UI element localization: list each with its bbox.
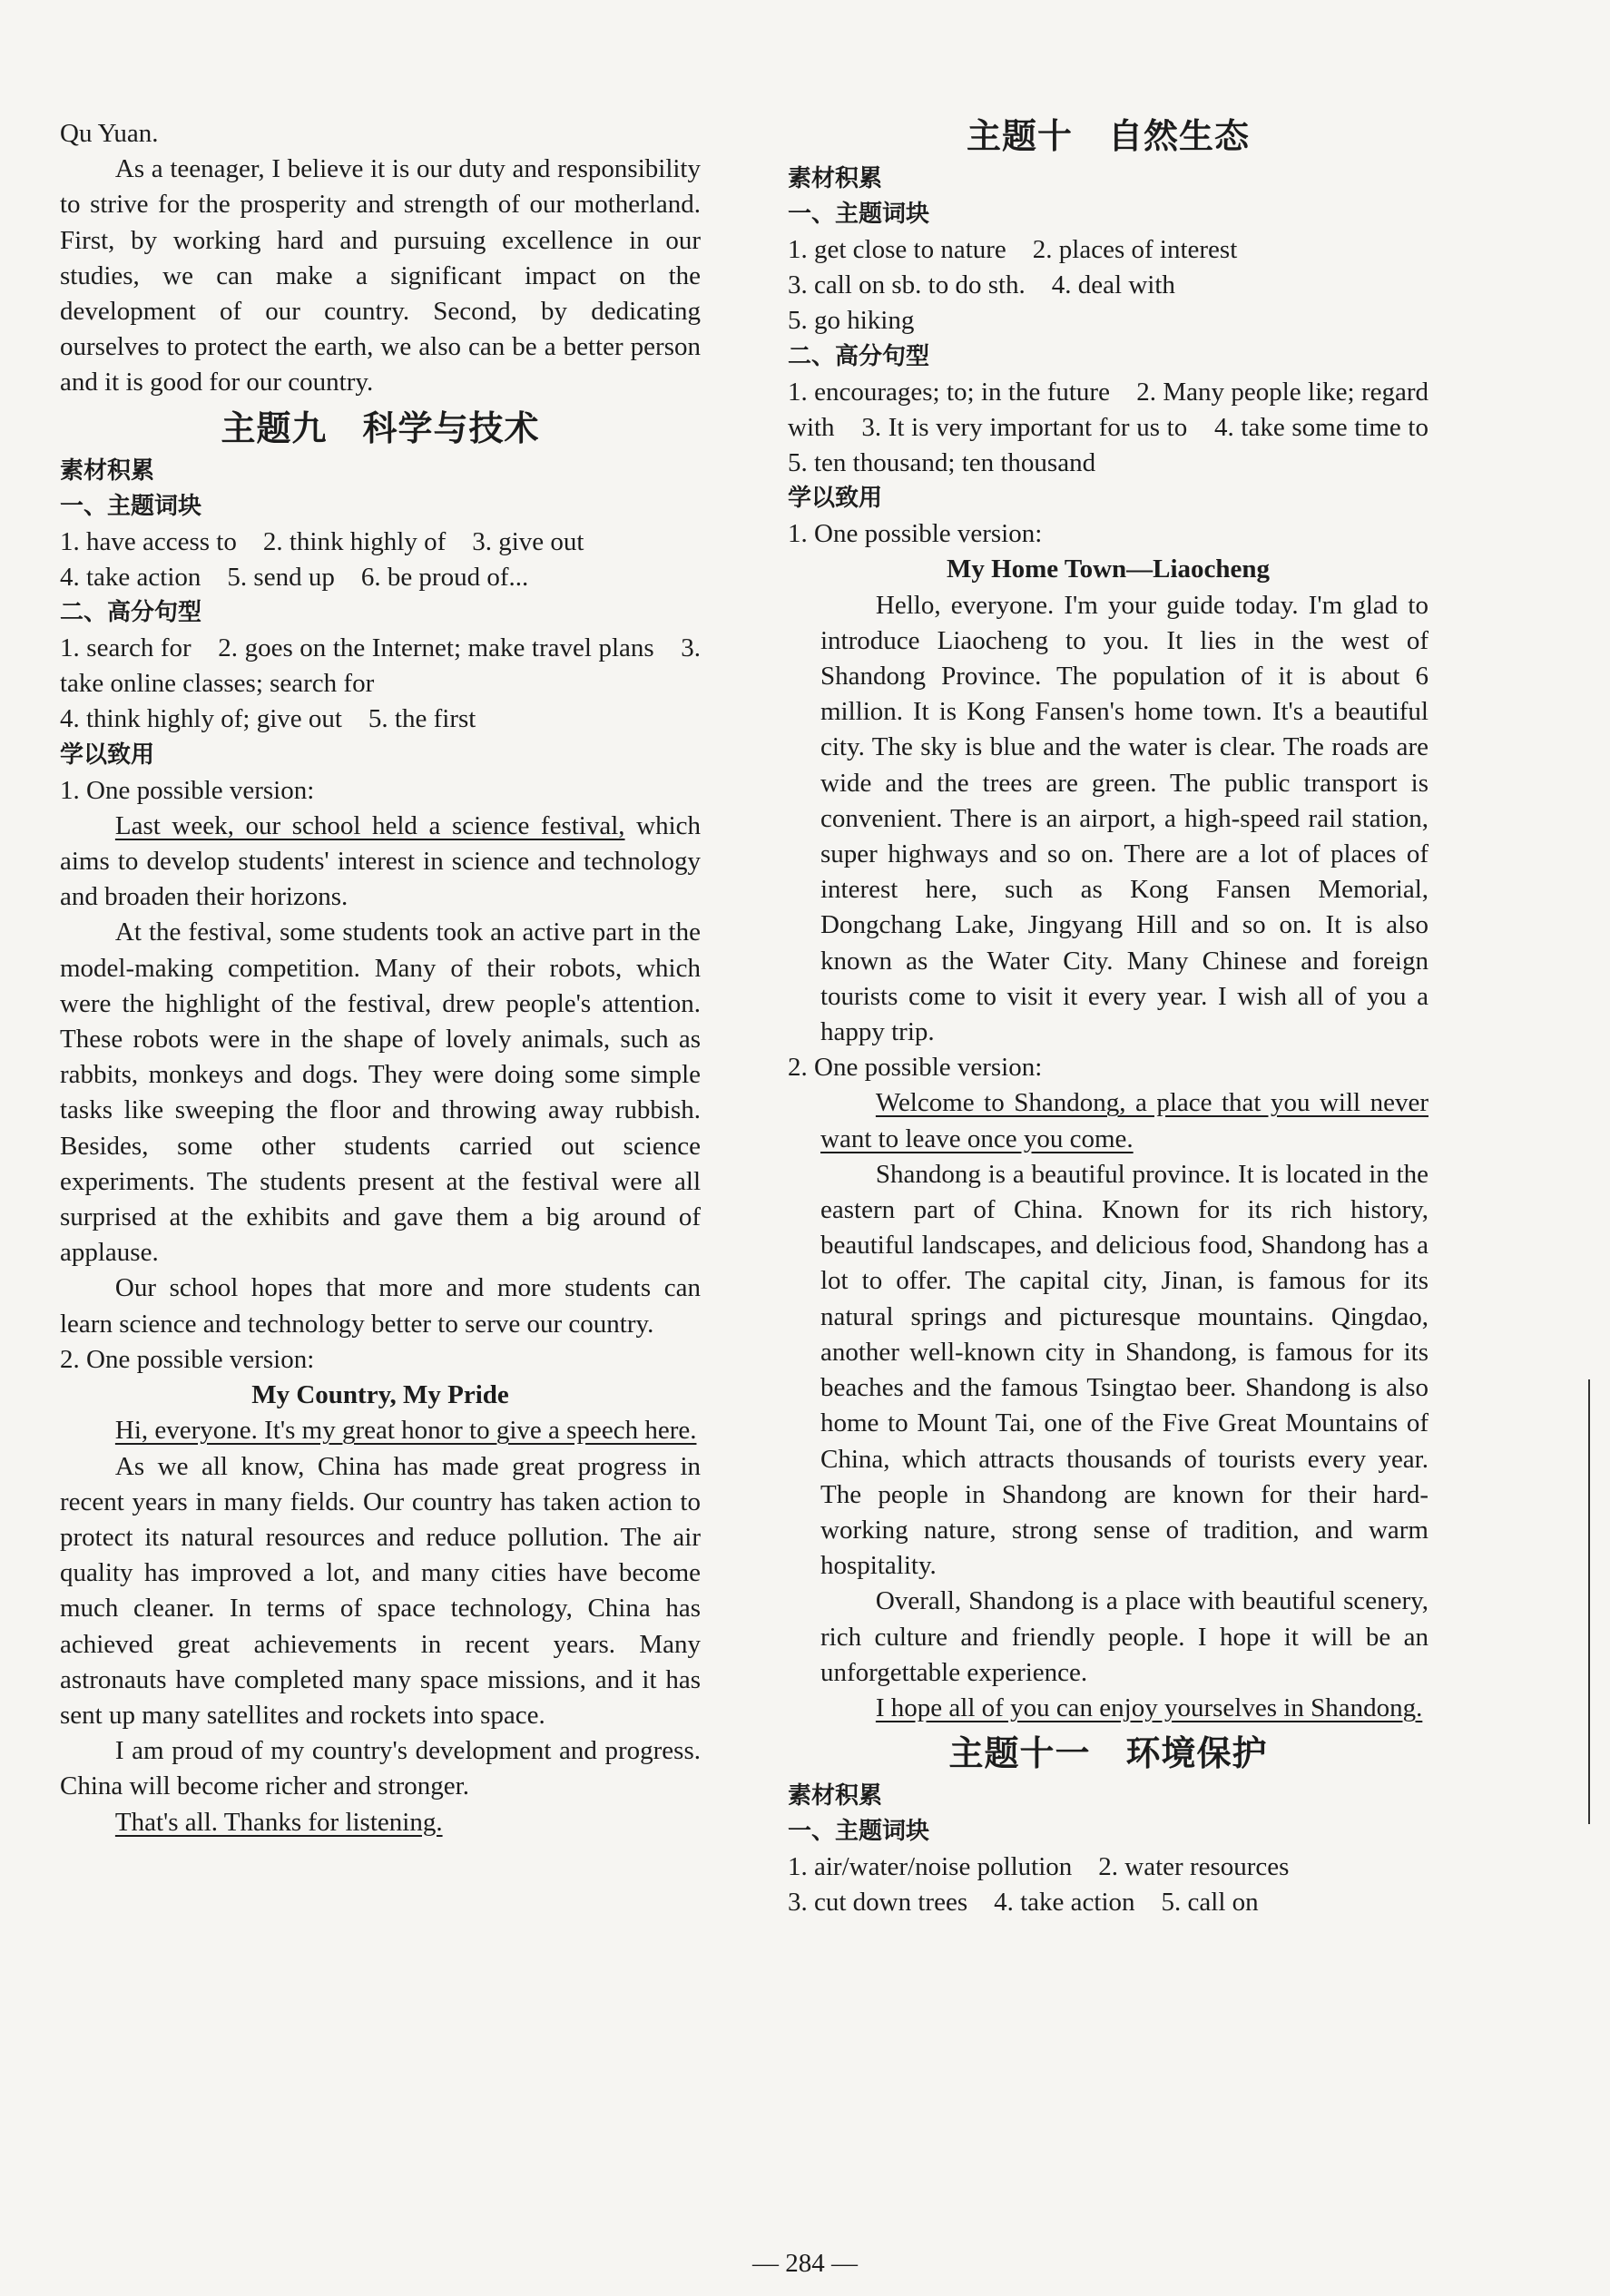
topic10-material-heading: 素材积累 [788, 165, 883, 192]
topic10-phrases-line: 5. go hiking [788, 306, 915, 336]
topic10-phrases-heading: 一、主题词块 [788, 201, 930, 228]
topic9-essay2-opening: Hi, everyone. It's my great honor to give a speech here. [114, 1416, 697, 1446]
topic9-phrases-heading: 一、主题词块 [60, 492, 202, 520]
topic9-essay2-closing: That's all. Thanks for listening. [114, 1807, 443, 1837]
topic10-essay2-closing-paragraph [820, 1691, 1428, 1726]
right-column [788, 113, 1456, 1921]
topic10-essay2-body: Shandong is a beautiful province. It is located in the eastern part of China. Known for its rich history, beautiful landscapes, and delicious food, Shandong has a lot to offer. The capital city, Jinan, is famous for its natural springs and picturesque mountains. Qingdao, another well-known city in Shandong, is famous for its beaches and the famous Tsingtao beer. Shandong is also home to Mount Tai, one of the Five Great Mountains of China, which attracts thousands of tourists every year. The people in Shandong are known for their hard-working nature, strong sense of tradition, and warm hospitality. [820, 1159, 1428, 1581]
topic9-essay1-body: At the festival, some students took an active part in the model-making competition. Many of their robots, which were the highlight of the festival, drew people's attention. These robots were in the shape of lovely animals, such as rabbits, monkeys and dogs. They were doing some simple tasks like sweeping the floor and throwing away rubbish. Besides, some other students carried out science experiments. The students present at the festival were all surprised at the exhibits and gave them a big around of applause. [60, 917, 701, 1268]
topic9-essay1-opening-rest: which aims to develop students' interest in science and technology and broaden their horizons. [60, 810, 701, 912]
topic9-sentences-line: 1. search for 2. goes on the Internet; make travel plans 3. take online classes; search for [60, 633, 701, 699]
intro-tail: Qu Yuan. [60, 119, 159, 148]
topic10-essay2-closing: I hope all of you can enjoy yourselves in Shandong. [875, 1693, 1423, 1722]
topic10-essay2-block [820, 1085, 1428, 1726]
topic9-essay1-opening: Last week, our school held a science festival, [114, 810, 625, 840]
topic9-essay2-closing-paragraph [60, 1805, 701, 1840]
left-column [60, 116, 701, 1840]
topic9-phrases-line: 4. take action 5. send up 6. be proud of... [60, 562, 529, 592]
topic9-title: 主题九 科学与技术 [221, 407, 540, 448]
topic9-essay1-paragraph [60, 809, 701, 916]
topic9-sentences-line: 4. think highly of; give out 5. the first [60, 704, 476, 734]
topic9-phrases-line: 1. have access to 2. think highly of 3. give out [60, 526, 584, 556]
topic9-essay2-label: 2. One possible version: [60, 1344, 315, 1374]
topic9-sentences-heading: 二、高分句型 [60, 599, 202, 627]
topic10-essay2-opening: Welcome to Shandong, a place that you will never want to leave once you come. [820, 1088, 1428, 1153]
topic9-essay1-ending: Our school hopes that more and more students can learn science and technology better to serve our country. [60, 1273, 701, 1339]
topic9-essay2-opening-paragraph [60, 1413, 701, 1448]
topic10-essay1-block [820, 588, 1428, 1051]
topic11-title: 主题十一 环境保护 [948, 1733, 1268, 1774]
intro-paragraph: As a teenager, I believe it is our duty and responsibility to strive for the prosperity and strength of our motherland. First, by working hard and pursuing excellence in our studies, we can make a significant impact on the development of our country. Second, by dedicating ourselves to protect the earth, we also can be a better person and it is good for our country. [60, 154, 701, 397]
topic11-phrases-line: 1. air/water/noise pollution 2. water resources [788, 1852, 1290, 1882]
topic9-apply-heading: 学以致用 [60, 741, 155, 769]
topic9-essay1-label: 1. One possible version: [60, 775, 315, 805]
topic10-phrases-line: 1. get close to nature 2. places of interest [788, 235, 1238, 264]
page-number: — 284 — [752, 2249, 858, 2278]
topic10-title: 主题十 自然生态 [966, 116, 1250, 156]
topic10-sentences-heading: 二、高分句型 [788, 342, 930, 370]
topic11-phrases-heading: 一、主题词块 [788, 1818, 930, 1846]
topic10-essay2-opening-paragraph [820, 1085, 1428, 1156]
topic10-apply-heading: 学以致用 [788, 485, 883, 513]
topic9-essay2-title: My Country, My Pride [251, 1380, 509, 1410]
page-edge-line [1588, 1379, 1590, 1824]
topic9-essay2-ending: I am proud of my country's development and progress. China will become richer and stronger. [60, 1736, 701, 1801]
topic10-sentences-line: 1. encourages; to; in the future 2. Many people like; regard with 3. It is very important for us to 4. take some time to 5. ten thousand; ten thousand [788, 377, 1456, 478]
topic10-essay1-title: My Home Town—Liaocheng [946, 554, 1271, 584]
topic10-essay1-body: Hello, everyone. I'm your guide today. I'm glad to introduce Liaocheng to you. It lies in the west of Shandong Province. The population of it is about 6 million. It is Kong Fansen's home town. It's a beautiful city. The sky is blue and the water is clear. The roads are wide and the trees are green. The public transport is convenient. There is an airport, a high-speed rail station, super highways and so on. There are a lot of places of interest here, such as Kong Fansen Memorial, Dongchang Lake, Jingyang Hill and so on. It is also known as the Water City. Many Chinese and foreign tourists come to visit it every year. I wish all of you a happy trip. [820, 590, 1428, 1047]
topic10-essay2-label: 2. One possible version: [788, 1053, 1043, 1083]
topic10-phrases-line: 3. call on sb. to do sth. 4. deal with [788, 270, 1175, 300]
topic9-essay2-body: As we all know, China has made great progress in recent years in many fields. Our country has taken action to protect its natural resources and reduce pollution. The air quality has improved a lot, and many cities have become much cleaner. In terms of space technology, China has achieved great achievements in recent years. Many astronauts have completed many space missions, and it has sent up many satellites and rockets into space. [60, 1451, 701, 1730]
topic11-material-heading: 素材积累 [788, 1782, 883, 1810]
topic11-phrases-line: 3. cut down trees 4. take action 5. call on [788, 1888, 1259, 1918]
topic10-essay2-ending: Overall, Shandong is a place with beautiful scenery, rich culture and friendly people. I hope it will be an unforgettable experience. [820, 1586, 1428, 1687]
topic9-material-heading: 素材积累 [60, 456, 155, 485]
topic10-essay1-label: 1. One possible version: [788, 519, 1043, 549]
